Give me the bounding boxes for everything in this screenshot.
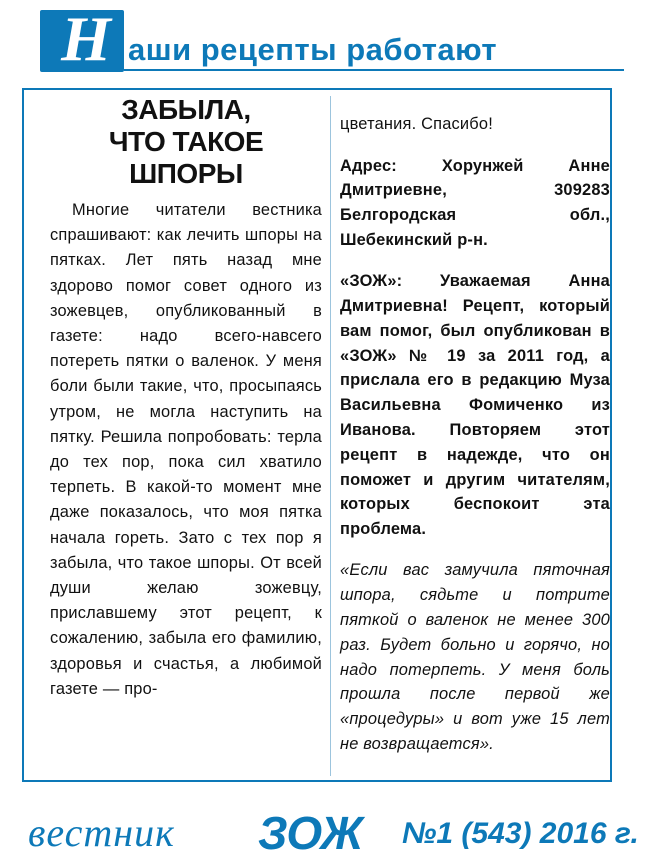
- article-title-line: ЗАБЫЛА,: [121, 94, 251, 125]
- letter-continuation: цветания. Спасибо!: [340, 115, 493, 134]
- page-footer: [0, 800, 660, 866]
- section-logo: [40, 3, 124, 74]
- recipe-quote: «Если вас замучила пяточная шпора, сядьте и потрите пяткой о валенок не менее 300 раз. Будет больно и горячо, но надо потерпеть. У меня боль прошла после первой же «процедуры» и вот уже 15 лет не возвращается».: [340, 561, 610, 753]
- article-title: [50, 94, 322, 190]
- left-column: [50, 94, 322, 702]
- footer-zozh-logo: ЗОЖ: [258, 807, 364, 859]
- footer-brand: вестник: [28, 810, 175, 855]
- letter-text: Многие читатели вестника спрашивают: как лечить шпоры на пятках. Лет пять назад мне здорово помог совет одного из зожевцев, опубликованный в газете: надо всего-навсего потереть пятки о валенок. У меня боли были такие, что, просыпаясь утром, не могла наступить на пятку. Решила попробовать: терла до тех пор, пока сил хватило терпеть. В какой-то момент мне даже показалось, что моя пятка начала гореть. Зато с тех пор я забыла, что такое шпоры. От всей души желаю зожевцу, приславшему этот рецепт, к сожалению, забыла его фамилию, здоровья и счастья, а любимой газете — про-: [50, 201, 322, 698]
- article-title-line: ЧТО ТАКОЕ: [108, 126, 264, 157]
- letter-paragraph: [50, 198, 322, 702]
- article-title-line: ШПОРЫ: [129, 158, 243, 189]
- editor-reply: «ЗОЖ»: Уважаемая Анна Дмитриевна! Рецепт, который вам помог, был опубликован в «ЗОЖ» № 19 за 2011 год, а прислала его в редакцию Муза Васильевна Фомиченко из Иванова. Повторяем этот рецепт в надежде, что он поможет и другим читателям, которых беспокоит эта проблема.: [340, 272, 610, 539]
- page-header: [0, 0, 660, 72]
- logo-letter: Н: [61, 3, 111, 74]
- sender-address: Адрес: Хорунжей Анне Дмитриевне, 309283 Белгородская обл., Шебекинский р-н.: [340, 156, 610, 249]
- right-column: [340, 96, 610, 773]
- letter-body: [50, 198, 322, 702]
- column-divider: [330, 96, 331, 776]
- right-body: [340, 112, 610, 756]
- header-rule: [124, 69, 624, 71]
- footer-issue-number: №1 (543) 2016 г.: [402, 817, 639, 850]
- section-title: аши рецепты работают: [128, 32, 498, 67]
